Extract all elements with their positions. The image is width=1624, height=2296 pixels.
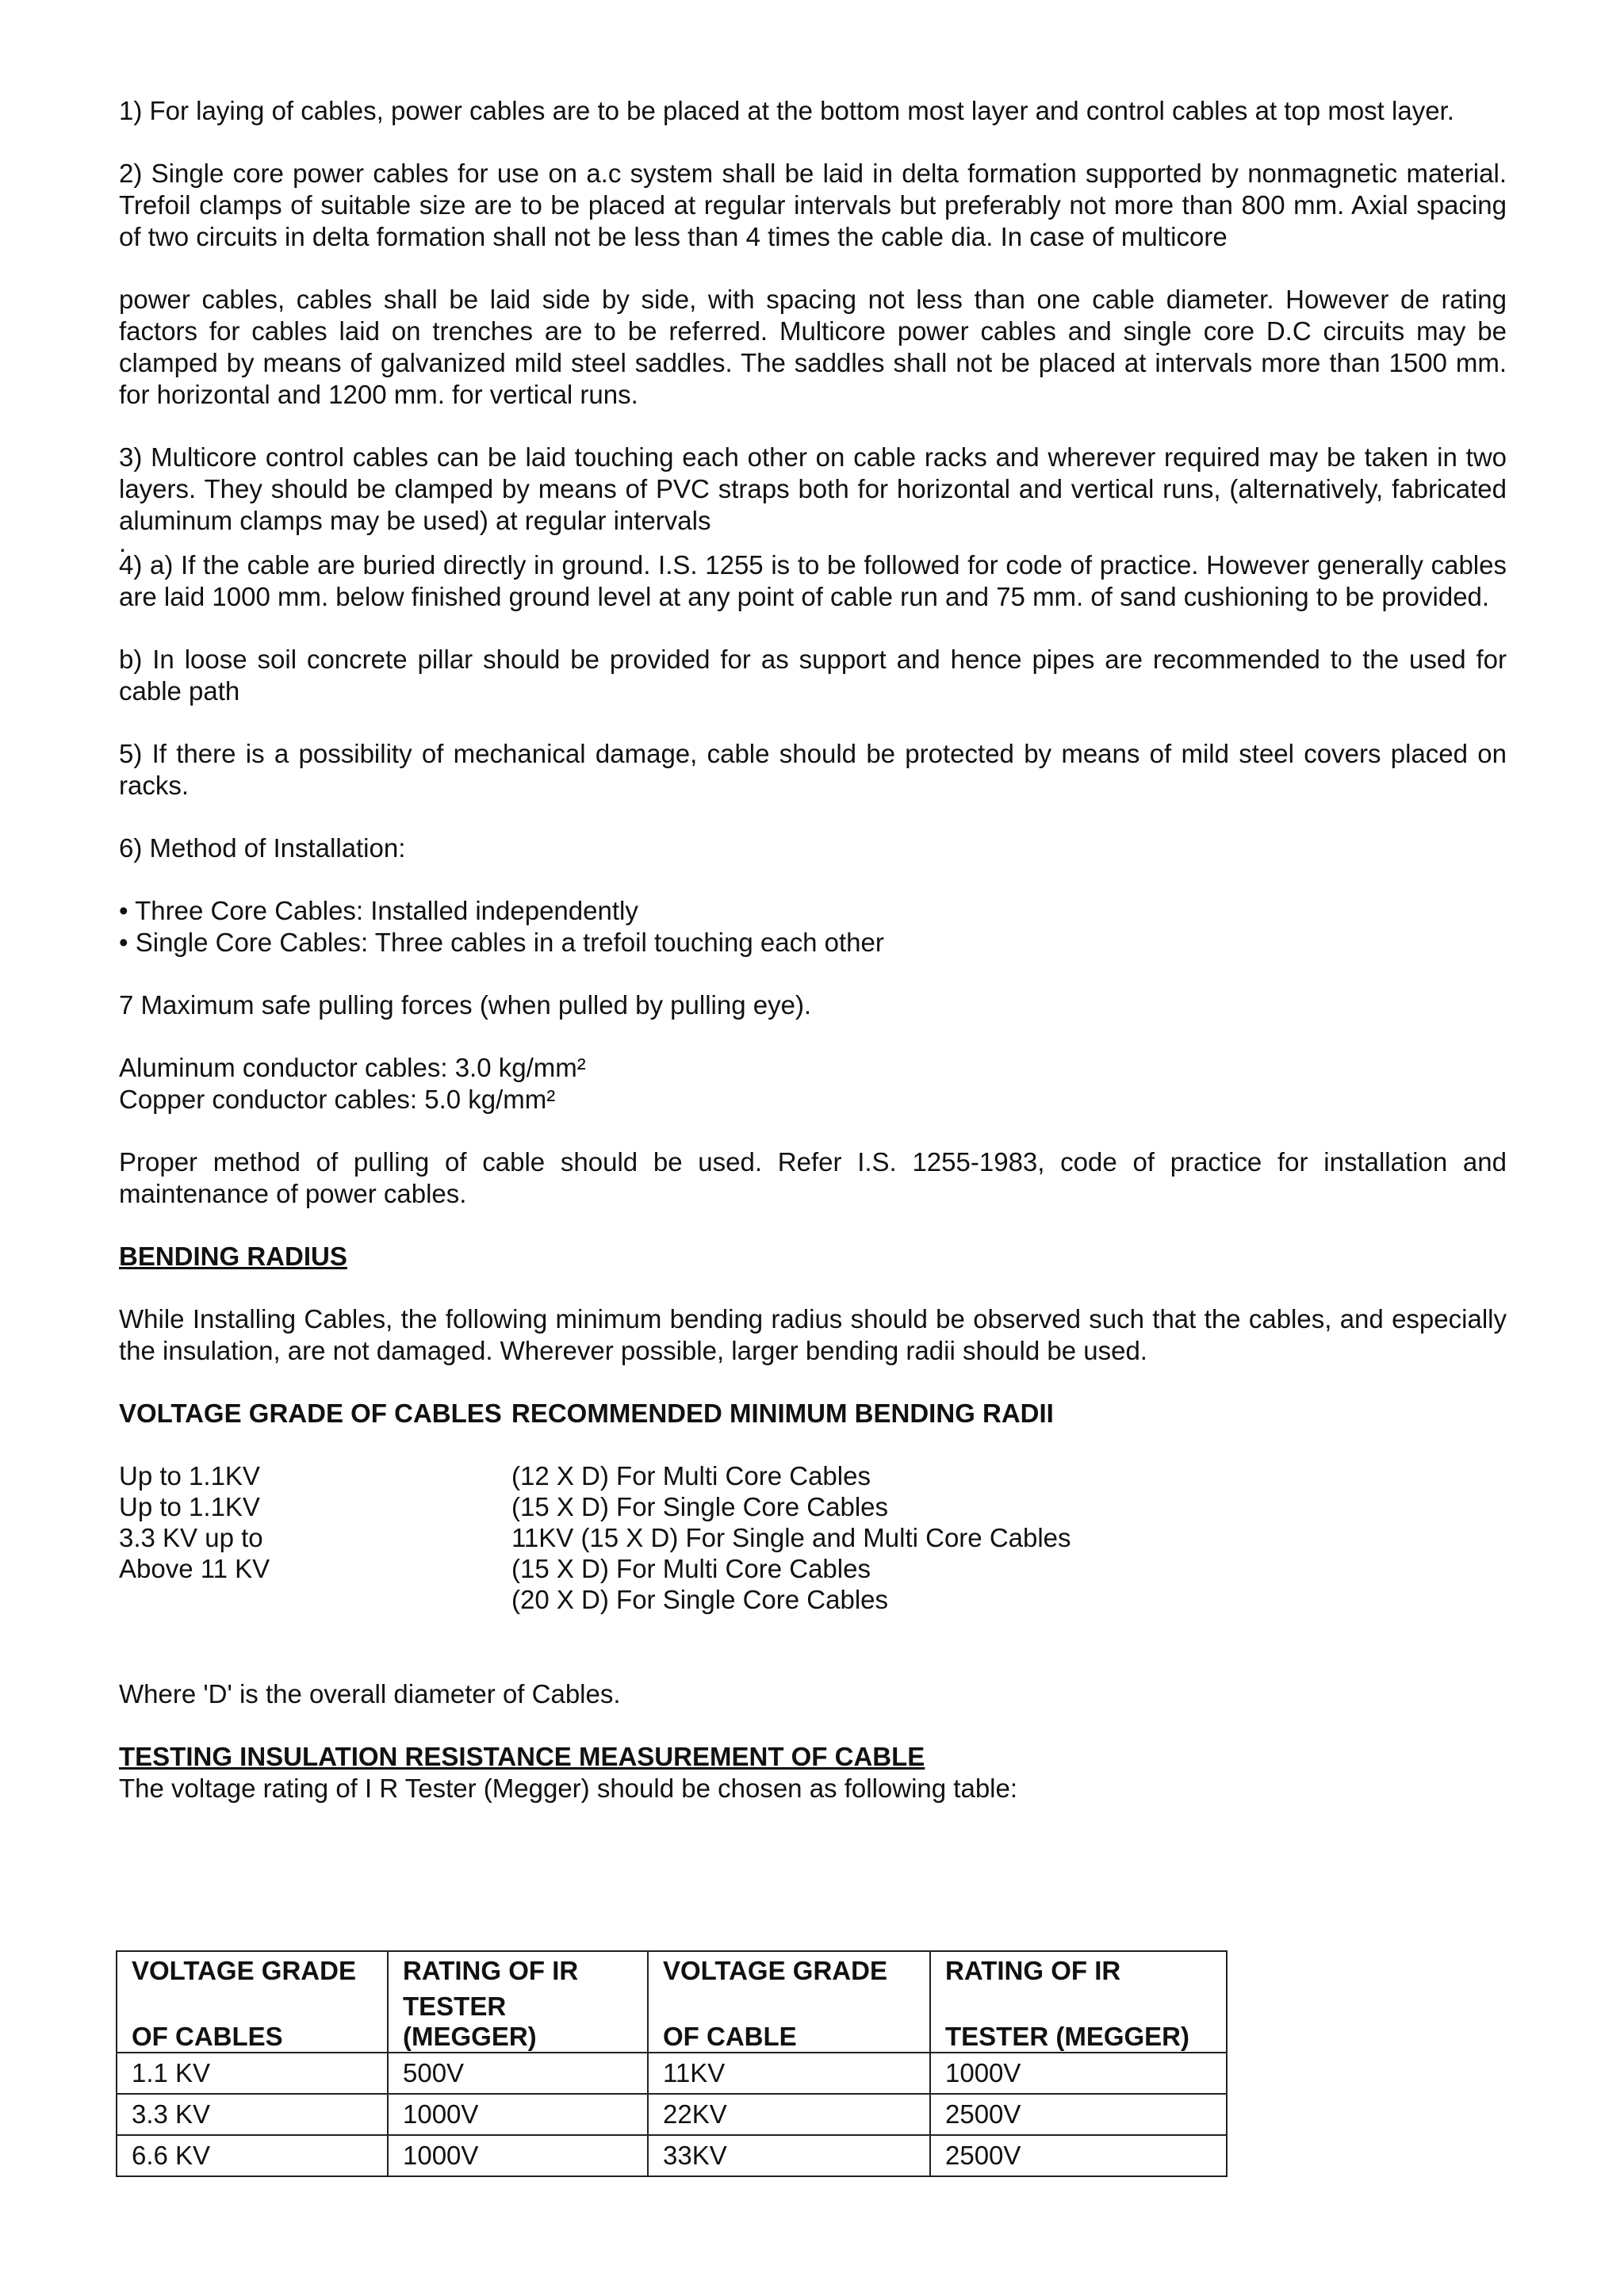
stray-dot: . bbox=[119, 528, 127, 557]
bending-grade: Up to 1.1KV bbox=[119, 1492, 260, 1521]
copper-force: Copper conductor cables: 5.0 kg/mm² bbox=[119, 1085, 556, 1114]
diameter-note: Where 'D' is the overall diameter of Cables. bbox=[119, 1679, 621, 1709]
table-cell: 33KV bbox=[648, 2135, 930, 2176]
paragraph-4b: b) In loose soil concrete pillar should be provided for as support and hence pipes are recommended to the used for cable path bbox=[119, 645, 1507, 706]
paragraph-3: 3) Multicore control cables can be laid touching each other on cable racks and wherever required may be taken in two layers. They should be clamped by means of PVC straps both for horizontal and vertical runs, (alternatively, fabricated aluminum clamps may be used) at regular intervals bbox=[119, 442, 1507, 535]
table-header-row bbox=[117, 1990, 1227, 2053]
header-cell: RATING OF IR bbox=[930, 1951, 1227, 1990]
table-cell: 2500V bbox=[930, 2094, 1227, 2135]
table-cell: 3.3 KV bbox=[117, 2094, 388, 2135]
table-row bbox=[117, 2053, 1227, 2094]
table-cell: 500V bbox=[388, 2053, 648, 2094]
bending-col1-header: VOLTAGE GRADE OF CABLES bbox=[119, 1399, 502, 1428]
header-cell: TESTER (MEGGER) bbox=[388, 1990, 648, 2053]
header-cell: OF CABLE bbox=[648, 1990, 930, 2053]
bending-radius: (15 X D) For Single Core Cables bbox=[511, 1492, 889, 1521]
bending-grade: 3.3 KV up to bbox=[119, 1523, 263, 1552]
table-cell: 1000V bbox=[388, 2135, 648, 2176]
bending-radius: (20 X D) For Single Core Cables bbox=[511, 1585, 889, 1614]
table-cell: 11KV bbox=[648, 2053, 930, 2094]
table-cell: 1000V bbox=[930, 2053, 1227, 2094]
header-cell: RATING OF IR bbox=[388, 1951, 648, 1990]
bullet-item: • Single Core Cables: Three cables in a trefoil touching each other bbox=[119, 928, 884, 957]
ir-tester-table bbox=[116, 1950, 1228, 2177]
table-cell: 6.6 KV bbox=[117, 2135, 388, 2176]
bending-table-header bbox=[119, 1398, 1507, 1429]
header-cell: OF CABLES bbox=[117, 1990, 388, 2053]
header-cell: VOLTAGE GRADE bbox=[648, 1951, 930, 1990]
bending-grade: Above 11 KV bbox=[119, 1554, 270, 1583]
bending-col2-header: RECOMMENDED MINIMUM BENDING RADII bbox=[511, 1399, 1054, 1428]
testing-intro: The voltage rating of I R Tester (Megger) should be chosen as following table: bbox=[119, 1774, 1018, 1803]
bending-radii-list bbox=[119, 1460, 1507, 1615]
document-page bbox=[119, 95, 1507, 1804]
table-cell: 2500V bbox=[930, 2135, 1227, 2176]
paragraph-5: 5) If there is a possibility of mechanical damage, cable should be protected by means of mild steel covers placed on racks. bbox=[119, 739, 1507, 800]
paragraph-4a: 4) a) If the cable are buried directly in ground. I.S. 1255 is to be followed for code of practice. However generally cables are laid 1000 mm. below finished ground level at any point of cable run and 75 mm. of sand cushioning to be provided. bbox=[119, 550, 1507, 611]
paragraph-7: 7 Maximum safe pulling forces (when pulled by pulling eye). bbox=[119, 990, 812, 1020]
bending-radius: (15 X D) For Multi Core Cables bbox=[511, 1554, 871, 1583]
paragraph-6: 6) Method of Installation: bbox=[119, 833, 406, 863]
table-row bbox=[117, 2135, 1227, 2176]
table-cell: 1.1 KV bbox=[117, 2053, 388, 2094]
bending-radius: 11KV (15 X D) For Single and Multi Core Cables bbox=[511, 1523, 1071, 1552]
bending-radius-heading: BENDING RADIUS bbox=[119, 1242, 347, 1271]
bending-radius: (12 X D) For Multi Core Cables bbox=[511, 1461, 871, 1490]
testing-heading: TESTING INSULATION RESISTANCE MEASUREMENT OF CABLE bbox=[119, 1742, 925, 1771]
paragraph-2a: 2) Single core power cables for use on a.c system shall be laid in delta formation supported by nonmagnetic material. Trefoil clamps of suitable size are to be placed at regular intervals but preferably not more than 800 mm. Axial spacing of two circuits in delta formation shall not be less than 4 times the cable dia. In case of multicore bbox=[119, 159, 1507, 251]
installation-bullets bbox=[119, 895, 1507, 959]
bending-grade: Up to 1.1KV bbox=[119, 1461, 260, 1490]
pulling-method-paragraph: Proper method of pulling of cable should be used. Refer I.S. 1255-1983, code of practice for installation and maintenance of power cables. bbox=[119, 1147, 1507, 1208]
bending-intro: While Installing Cables, the following minimum bending radius should be observed such that the cables, and especially the insulation, are not damaged. Wherever possible, larger bending radii should be used. bbox=[119, 1304, 1507, 1365]
table-row bbox=[117, 2094, 1227, 2135]
header-cell: VOLTAGE GRADE bbox=[117, 1951, 388, 1990]
bullet-item: • Three Core Cables: Installed independently bbox=[119, 896, 638, 925]
header-cell: TESTER (MEGGER) bbox=[930, 1990, 1227, 2053]
table-cell: 1000V bbox=[388, 2094, 648, 2135]
paragraph-1: 1) For laying of cables, power cables are to be placed at the bottom most layer and control cables at top most layer. bbox=[119, 96, 1454, 125]
paragraph-2b: power cables, cables shall be laid side by side, with spacing not less than one cable diameter. However de rating factors for cables laid on trenches are to be referred. Multicore power cables and single core D.C circuits may be clamped by means of galvanized mild steel saddles. The saddles shall not be placed at intervals more than 1500 mm. for horizontal and 1200 mm. for vertical runs. bbox=[119, 285, 1507, 409]
bending-grade bbox=[119, 1584, 511, 1615]
table-cell: 22KV bbox=[648, 2094, 930, 2135]
aluminum-force: Aluminum conductor cables: 3.0 kg/mm² bbox=[119, 1053, 586, 1082]
table-header-row bbox=[117, 1951, 1227, 1990]
